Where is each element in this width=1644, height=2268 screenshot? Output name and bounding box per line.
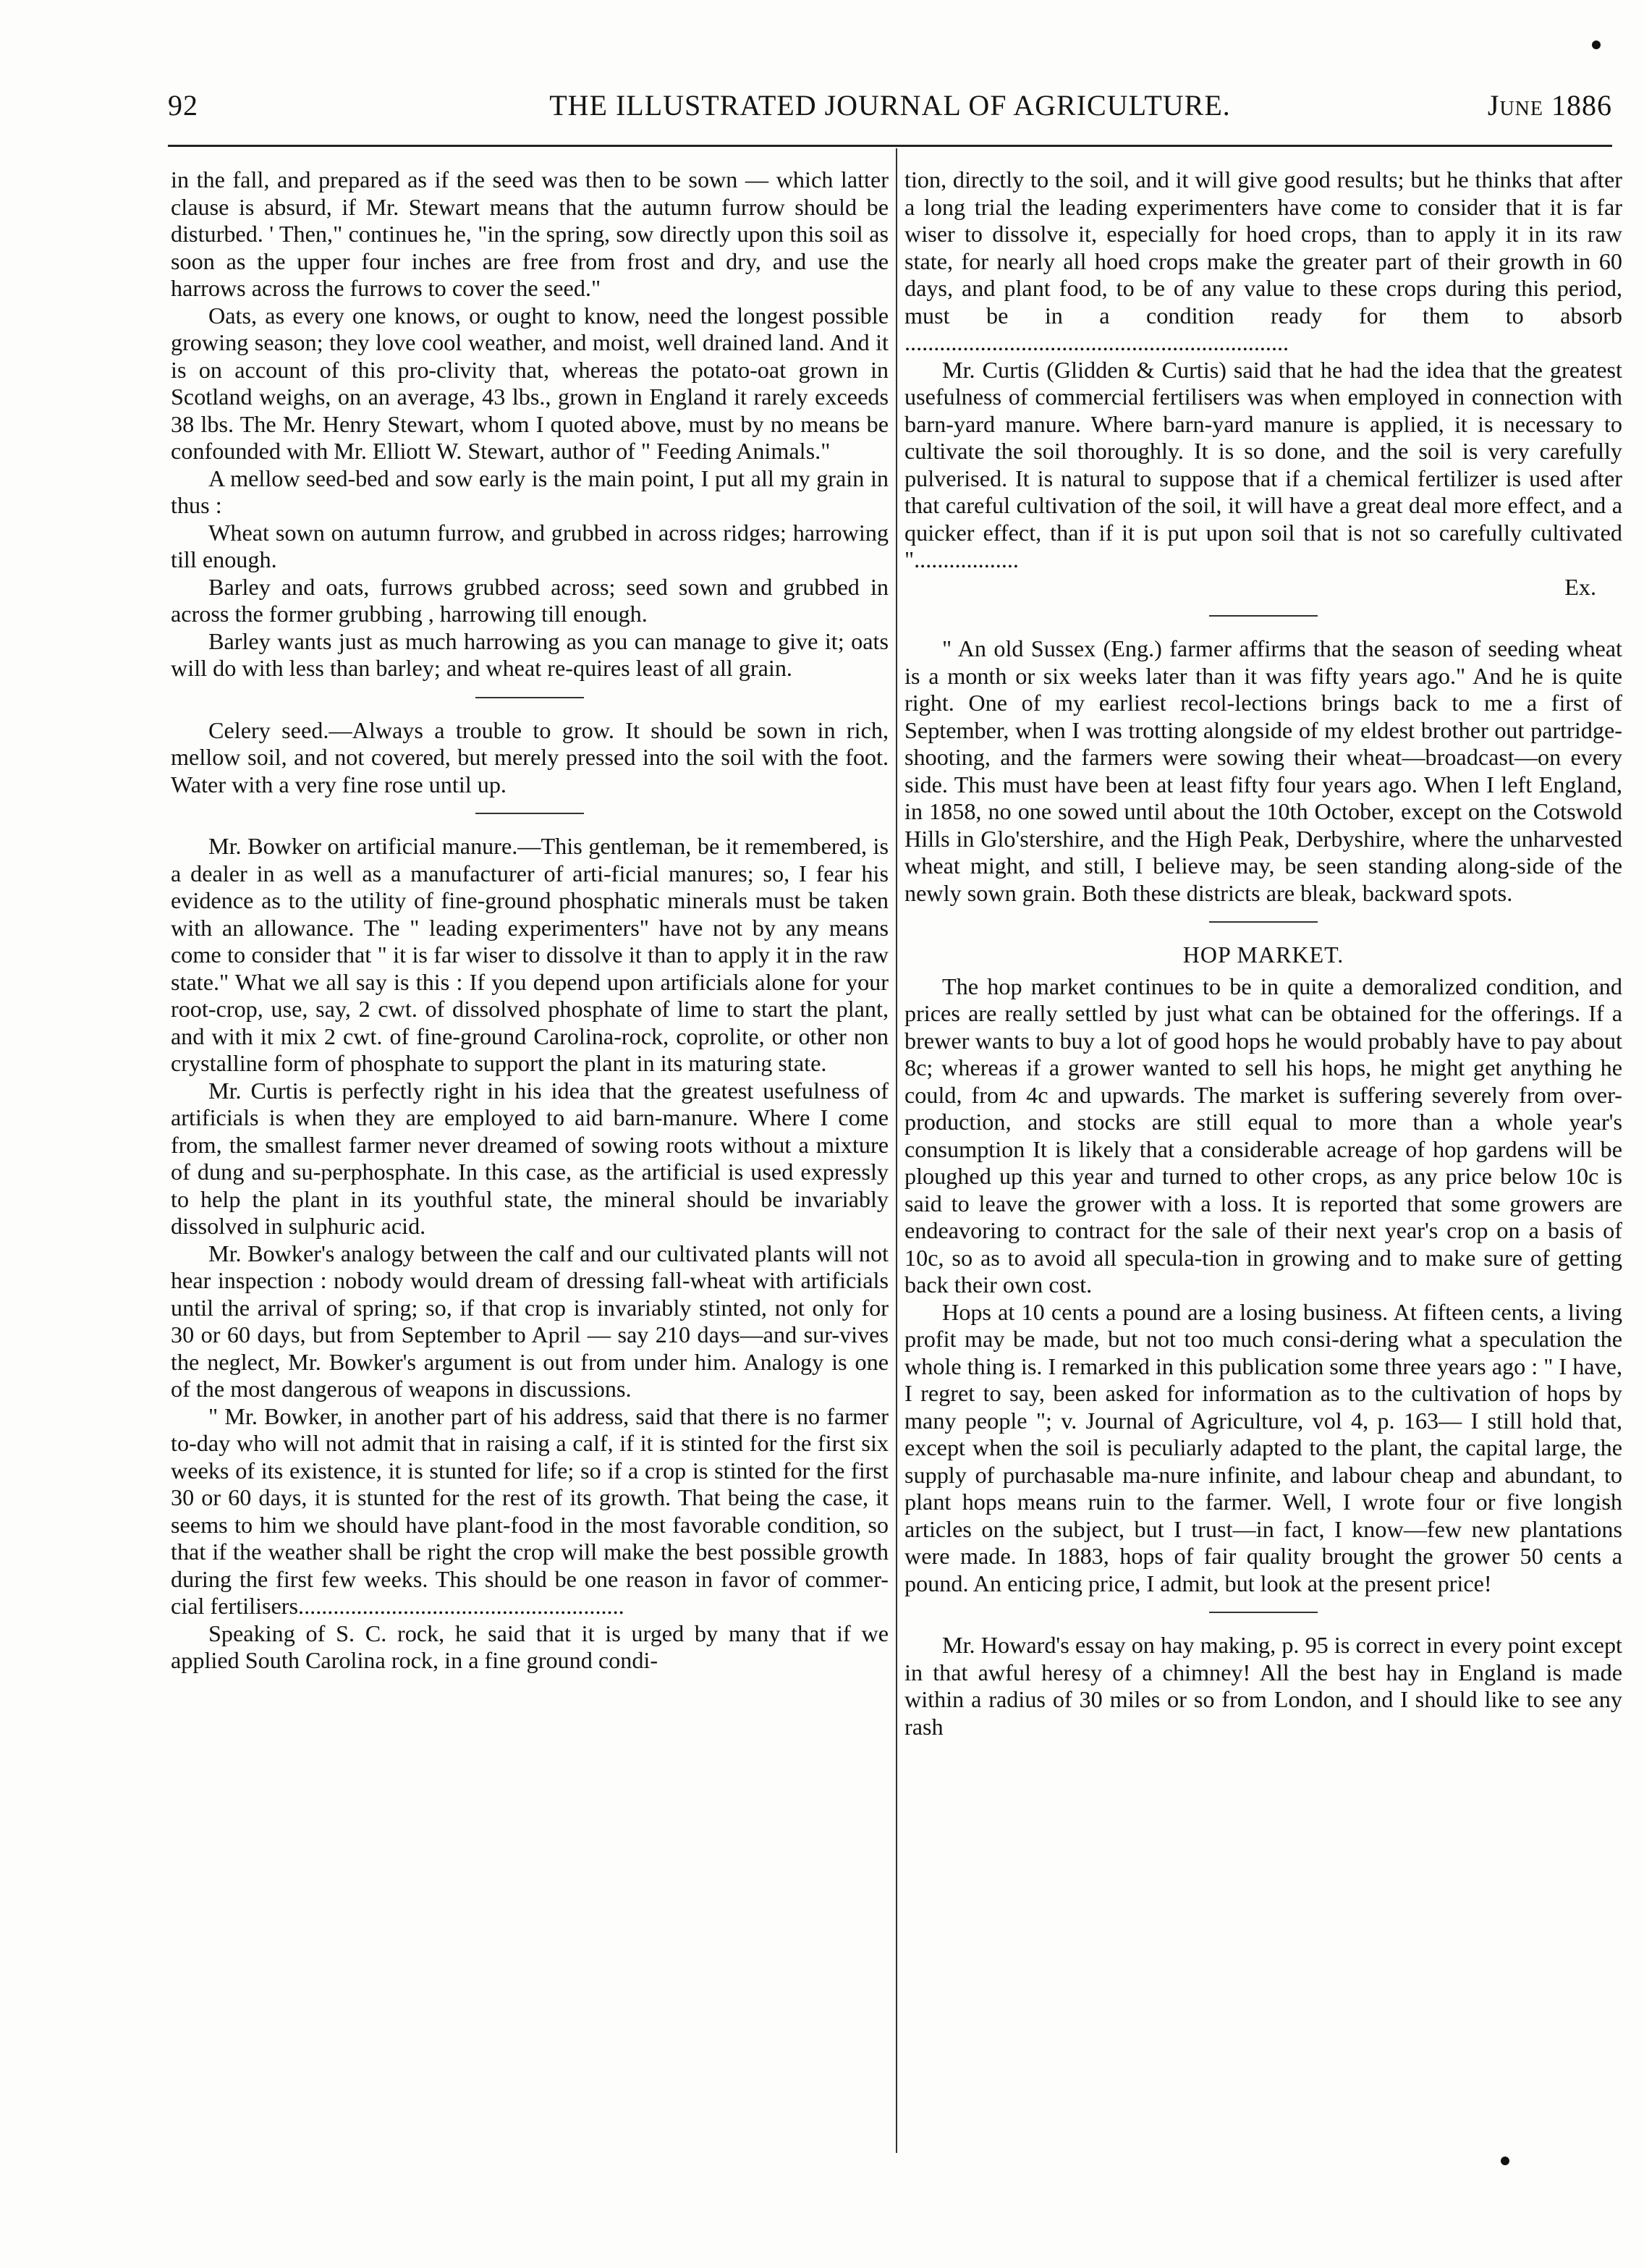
section-divider — [475, 697, 584, 698]
paragraph: in the fall, and prepared as if the seed was then to be sown — which latter clause is absurd, if Mr. Stewart means that the autumn furrow should be disturbed. ' Then," continues he, "in the spring, sow directly upon this soil as soon as the upper four inches are free from frost and dry, and use the harrows across the furrows to cover the seed." — [171, 166, 889, 301]
paragraph: tion, directly to the soil, and it will give good results; but he thinks that after a long trial the leading experimenters have come to consider that it is far wiser to dissolve it, especially for hoed crops, than to apply it in its raw state, for nearly all hoed crops make the greater part of their growth in 60 days, and plant food, to be of any value to these crops during this period, must be in a condition ready for them to absorb .................................................................. — [904, 166, 1622, 355]
paragraph: Mr. Curtis is perfectly right in his idea that the greatest usefulness of artificials is when they are employed to aid barn-manure. Where I come from, the smallest farmer never dreamed of sowing roots without a mixture of dung and su-perphosphate. In this case, as the artificial is used expressly to help the plant in its youthful state, the mineral should be invariably dissolved in sulphuric acid. — [171, 1077, 889, 1239]
paragraph: Mr. Curtis (Glidden & Curtis) said that he had the idea that the greatest usefulness of commercial fertilisers was when employed in connection with barn-yard manure. Where barn-yard manure is applied, it is necessary to cultivate the soil thoroughly. It is so done, and the soil is very carefully pulverised. It is natural to suppose that if a chemical fertilizer is used after that careful cultivation of the soil, it will have a great deal more effect, and a quicker effect, than if it is put upon soil that is not so carefully cultivated ".................. — [904, 356, 1622, 572]
issue-date: June 1886 — [1487, 89, 1612, 122]
paragraph: " An old Sussex (Eng.) farmer affirms that the season of seeding wheat is a month or six weeks later than it was fifty years ago." And he is quite right. One of my earliest recol-lections brings back to me a first of September, when I was trotting alongside of my eldest brother out partridge-shooting, and the farmers were sowing their wheat—broadcast—on every side. This must have been at least fifty four years ago. When I left England, in 1858, no one sowed until about the 10th October, except on the Cotswold Hills in Glo'stershire, and the High Peak, Derbyshire, where the unharvested wheat might, and still, I believe may, be seen standing along-side of the newly sown grain. Both these districts are bleak, backward spots. — [904, 635, 1622, 906]
section-divider — [475, 813, 584, 814]
section-divider — [1209, 921, 1318, 923]
paragraph: Mr. Bowker on artificial manure.—This gentleman, be it remembered, is a dealer in as well as a manufacturer of arti-ficial manures; so, I fear his evidence as to the utility of fine-ground phosphatic minerals must be taken with an allowance. The " leading experimenters" have not by any means come to consider that " it is far wiser to dissolve it than to apply it in the raw state." What we all say is this : If you depend upon artificials alone for your root-crop, use, say, 2 cwt. of dissolved phosphate of lime to start the plant, and with it mix 2 cwt. of fine-ground Carolina-rock, coprolite, or other non crystalline form of phosphate to support the plant in its maturing state. — [171, 833, 889, 1076]
paragraph: The hop market continues to be in quite a demoralized condition, and prices are really settled by just what can be obtained for the offerings. If a brewer wants to buy a lot of good hops he would probably have to pay about 8c; whereas if a grower wanted to sell his hops, he might get anything he could, from 4c and upwards. The market is suffering severely from over-production, and stocks are still equal to more than a whole year's consumption It is likely that a considerable acreage of hop gardens will be ploughed up this year and turned to other crops, as any price below 10c is said to leave the grower with a loss. It is reported that some growers are endeavoring to contract for the sale of their next year's crop on a basis of 10c, so as to avoid all specula-tion in growing and to make sure of getting back their own cost. — [904, 973, 1622, 1298]
section-divider — [1209, 1612, 1318, 1613]
print-speck — [1501, 2157, 1509, 2165]
section-heading: HOP MARKET. — [1182, 942, 1344, 968]
attribution: Ex. — [1564, 573, 1596, 600]
paragraph: Celery seed.—Always a trouble to grow. It should be sown in rich, mellow soil, and not covered, but merely pressed into the soil with the foot. Water with a very fine rose until up. — [171, 716, 889, 797]
print-speck — [1592, 41, 1601, 49]
paragraph: Barley and oats, furrows grubbed across; seed sown and grubbed in across the former grubbing , harrowing till enough. — [171, 573, 889, 627]
paragraph: Wheat sown on autumn furrow, and grubbed in across ridges; harrowing till enough. — [171, 519, 889, 572]
paragraph: " Mr. Bowker, in another part of his address, said that there is no farmer to-day who will not admit that in raising a calf, if it is stinted for the first six weeks of its existence, it is stunted for life; so if a crop is stinted for the first 30 or 60 days, it is stunted for the rest of its growth. That being the case, it seems to him we should have plant-food in the most favorable condition, so that if the weather shall be right the crop will make the best possible growth during the first few weeks. This should be one reason in favor of commer-cial fertilisers........................................................ — [171, 1402, 889, 1619]
running-header — [168, 78, 1612, 129]
paragraph: Mr. Bowker's analogy between the calf and our cultivated plants will not hear inspection : nobody would dream of dressing fall-wheat with artificials until the arrival of spring; so, if that crop is invariably stinted, not only for 30 or 60 days, but from September to April — say 210 days—and sur-vives the neglect, Mr. Bowker's argument is out from under him. Analogy is one of the most dangerous of weapons in discussions. — [171, 1240, 889, 1402]
left-column — [171, 166, 889, 2149]
section-divider — [1209, 615, 1318, 617]
paragraph: Speaking of S. C. rock, he said that it is urged by many that if we applied South Carolina rock, in a fine ground condi- — [171, 1620, 889, 1673]
paragraph: Hops at 10 cents a pound are a losing business. At fifteen cents, a living profit may be made, but not too much consi-dering what a speculation the whole thing is. I remarked in this publication some three years ago : " I have, I regret to say, been asked for information as to the cultivation of hops by many people "; v. Journal of Agriculture, vol 4, p. 163— I still hold that, except when the soil is peculiarly adapted to the plant, the capital large, the supply of purchasable ma-nure infinite, and labour cheap and abundant, to plant hops means ruin to the farmer. Well, I wrote four or five longish articles on the subject, but I trust—in fact, I know—few new plantations were made. In 1883, hops of fair quality brought the grower 50 cents a pound. An enticing price, I admit, but look at the present price! — [904, 1298, 1622, 1596]
paragraph: Mr. Howard's essay on hay making, p. 95 is correct in every point except in that awful heresy of a chimney! All the best hay in England is made within a radius of 30 miles or so from London, and I should like to see any rash — [904, 1632, 1622, 1740]
journal-title: THE ILLUSTRATED JOURNAL OF AGRICULTURE. — [549, 89, 1231, 122]
header-rule — [168, 145, 1612, 147]
column-separator — [896, 148, 897, 2153]
right-column — [904, 166, 1622, 2149]
paragraph: Barley wants just as much harrowing as you can manage to give it; oats will do with less than barley; and wheat re-quires least of all grain. — [171, 627, 889, 681]
paragraph: A mellow seed-bed and sow early is the main point, I put all my grain in thus : — [171, 465, 889, 518]
page-number: 92 — [168, 89, 198, 122]
paragraph: Oats, as every one knows, or ought to know, need the longest possible growing season; they love cool weather, and moist, well drained land. And it is on account of this pro-clivity that, whereas the potato-oat grown in Scotland weighs, on an average, 43 lbs., grown in England it rarely exceeds 38 lbs. The Mr. Henry Stewart, whom I quoted above, must by no means be confounded with Mr. Elliott W. Stewart, author of " Feeding Animals." — [171, 302, 889, 464]
